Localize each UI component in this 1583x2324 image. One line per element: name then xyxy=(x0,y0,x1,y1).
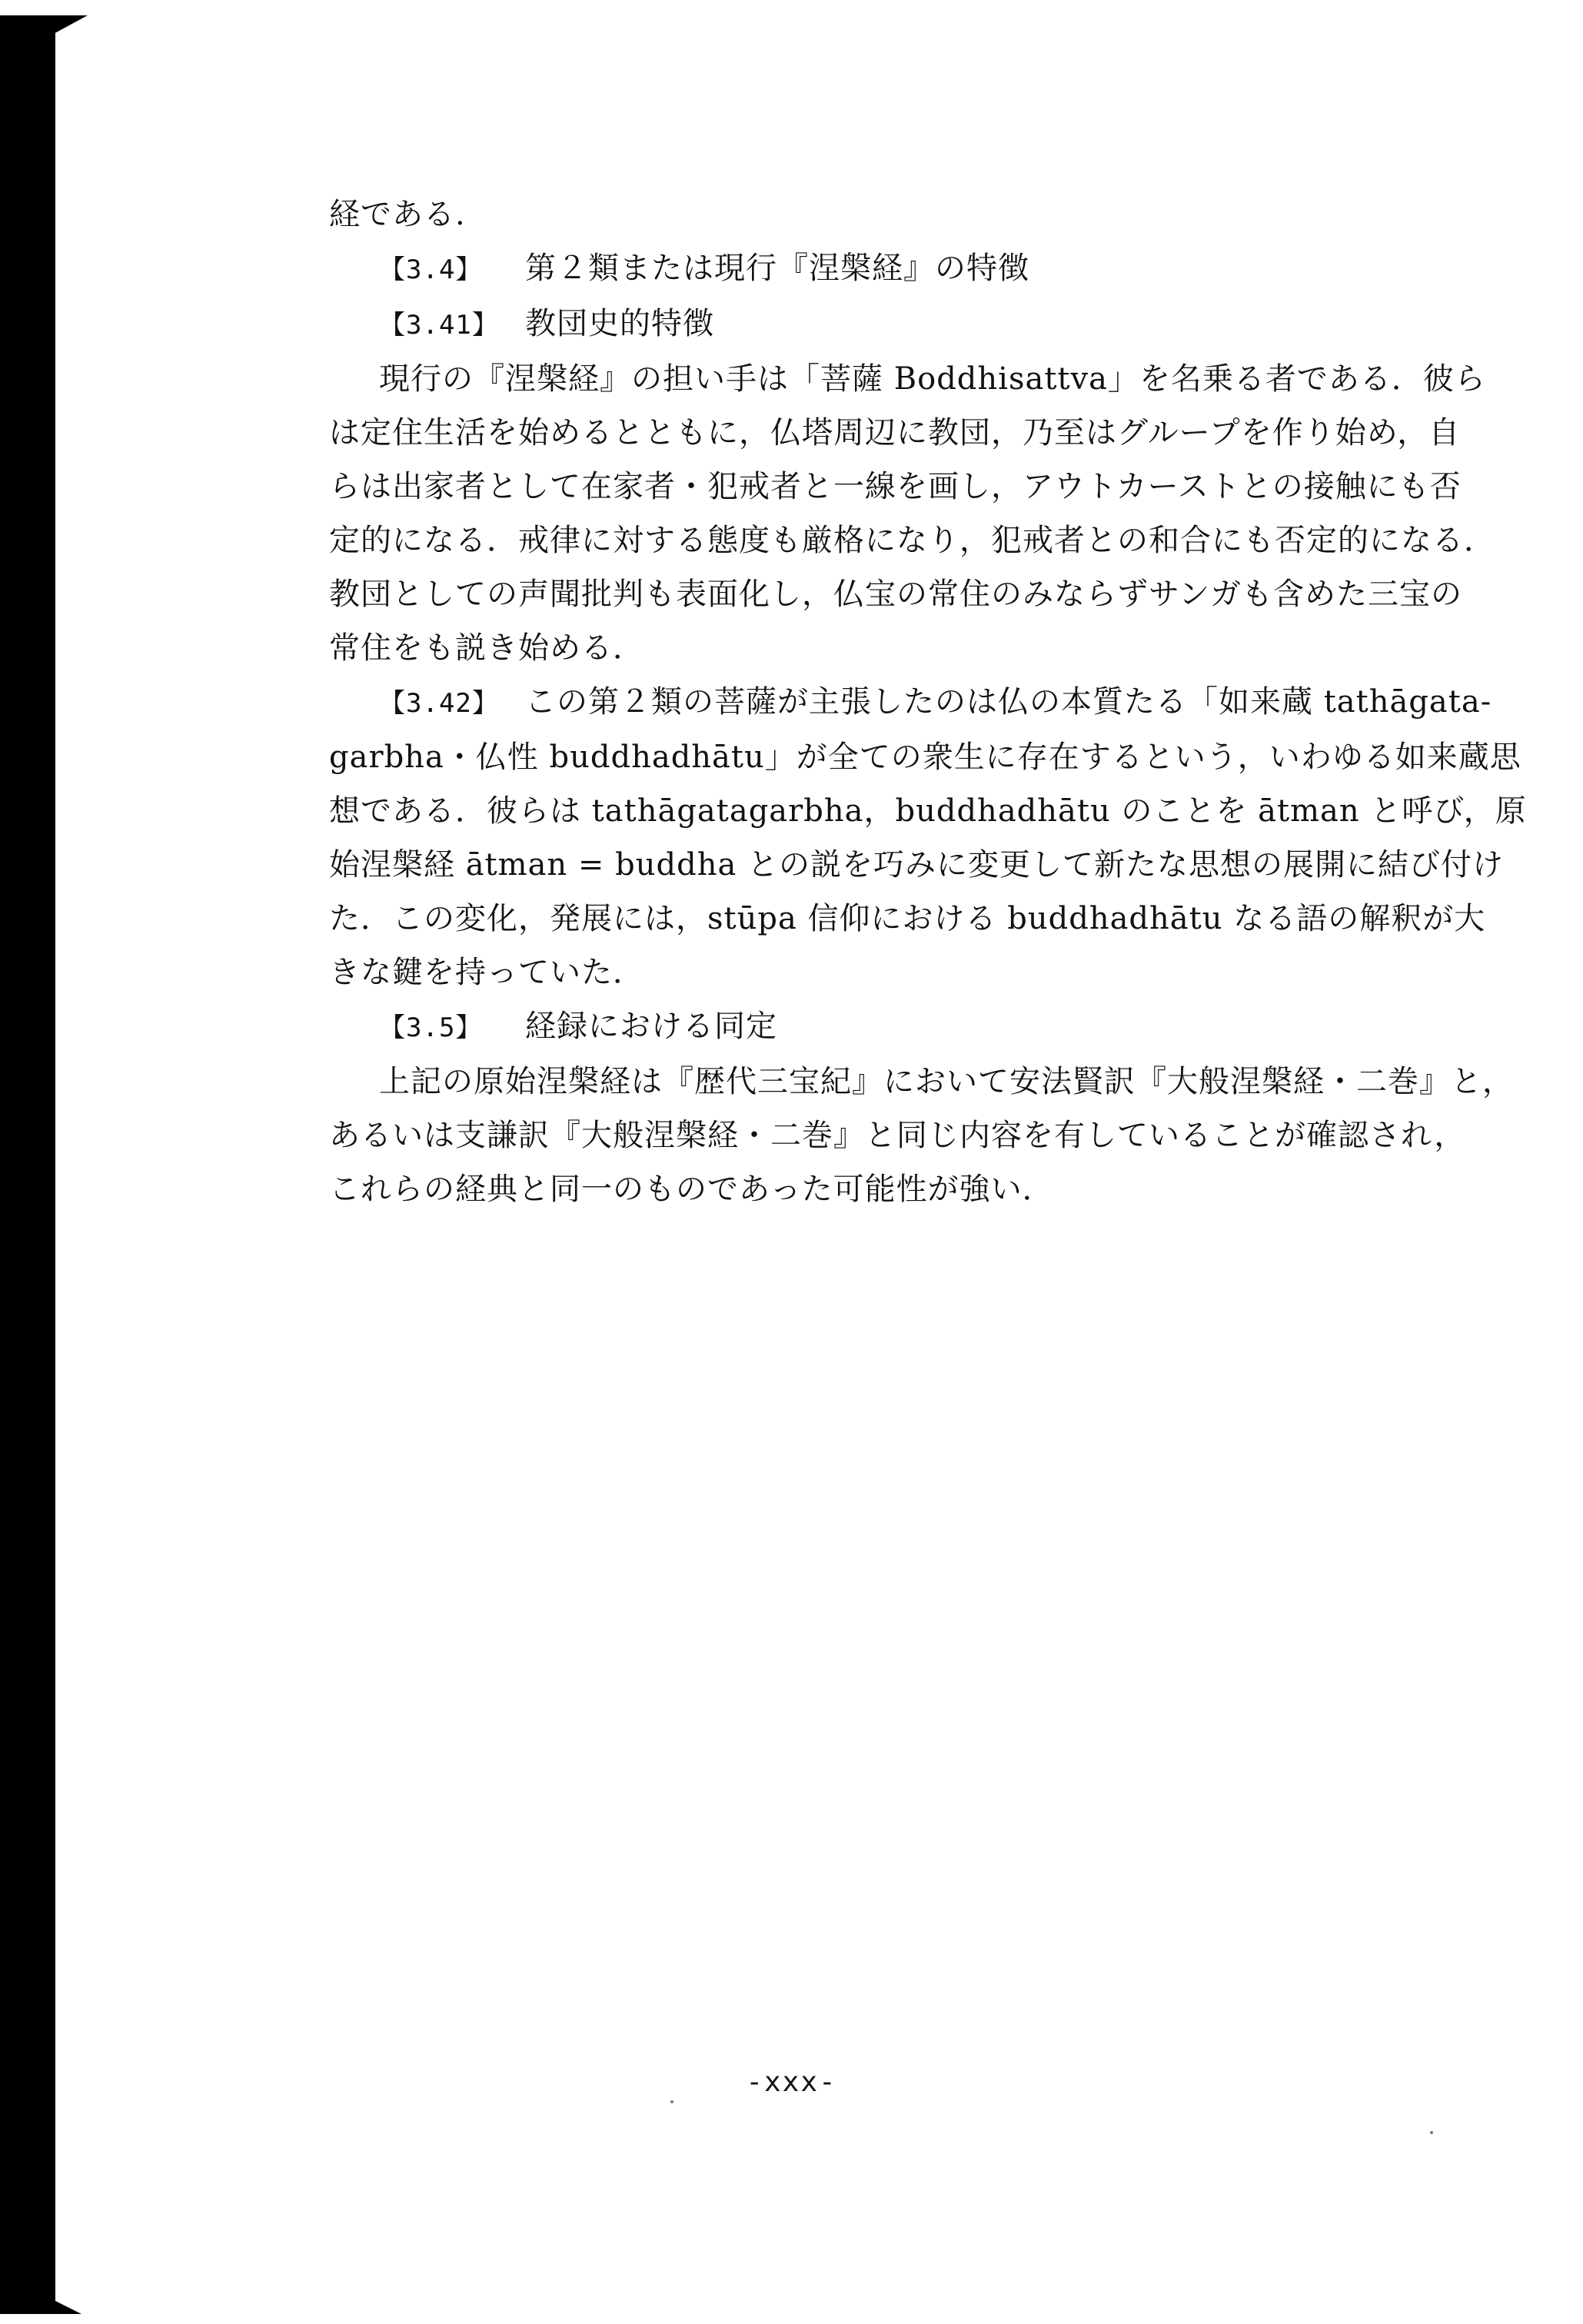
page-number: -xxx- xyxy=(746,2066,837,2098)
text-line: らは出家者として在家者・犯戒者と一線を画し，アウトカーストとの接触にも否 xyxy=(329,469,1462,504)
scan-edge-bar xyxy=(0,15,55,2314)
document-body xyxy=(329,188,1536,1216)
text-line: た．この変化，発展には，stūpa 信仰における buddhadhātu なる語の解釈が大 xyxy=(329,901,1486,936)
section-heading-3-42 xyxy=(329,675,1536,730)
scan-edge-foot xyxy=(51,2299,81,2314)
text-line: あるいは支謙訳『大般涅槃経・二巻』と同じ内容を有していることが確認され， xyxy=(329,1118,1466,1153)
section-number: 【3.4】 xyxy=(379,254,483,285)
text-line: 上記の原始涅槃経は『歴代三宝紀』において安法賢訳『大般涅槃経・二巻』と， xyxy=(379,1064,1514,1099)
scan-speck xyxy=(670,2100,673,2103)
section-number: 【3.41】 xyxy=(379,310,499,341)
text-line: きな鍵を持っていた． xyxy=(329,955,644,990)
text-line: 経である. xyxy=(329,197,466,232)
section-title: 教団史的特徴 xyxy=(525,306,714,341)
scan-speck xyxy=(1430,2131,1433,2134)
section-title: 第２類または現行『涅槃経』の特徴 xyxy=(525,251,1029,286)
section-heading-3-4 xyxy=(329,241,1536,297)
scan-edge-notch xyxy=(51,15,88,35)
text-line: この第２類の菩薩が主張したのは仏の本質たる「如来蔵 tathāgata- xyxy=(525,684,1492,720)
section-heading-3-41 xyxy=(329,297,1536,352)
text-line: 想である．彼らは tathāgatagarbha，buddhadhātu のことを ātman と呼び，原 xyxy=(329,793,1527,829)
text-line: 始涅槃経 ātman = buddha との説を巧みに変更して新たな思想の展開に結び付け xyxy=(329,847,1505,883)
section-title: 経録における同定 xyxy=(525,1009,777,1044)
section-heading-3-5 xyxy=(329,999,1536,1055)
text-line: garbha・仏性 buddhadhātu」が全ての衆生に存在するという，いわゆる如来蔵思 xyxy=(329,740,1521,775)
text-line: 教団としての声聞批判も表面化し，仏宝の常住のみならずサンガも含めた三宝の xyxy=(329,577,1462,612)
text-line: 現行の『涅槃経』の担い手は「菩薩 Boddhisattva」を名乗る者である．彼ら xyxy=(379,361,1486,397)
text-line: 常住をも説き始める． xyxy=(329,630,644,666)
text-line: は定住生活を始めるとともに，仏塔周辺に教団，乃至はグループを作り始め，自 xyxy=(329,415,1461,451)
text-line: 定的になる．戒律に対する態度も厳格になり，犯戒者との和合にも否定的になる． xyxy=(329,523,1495,558)
text-line: これらの経典と同一のものであった可能性が強い． xyxy=(329,1172,1054,1207)
section-number: 【3.42】 xyxy=(379,688,499,719)
section-number: 【3.5】 xyxy=(379,1012,483,1043)
